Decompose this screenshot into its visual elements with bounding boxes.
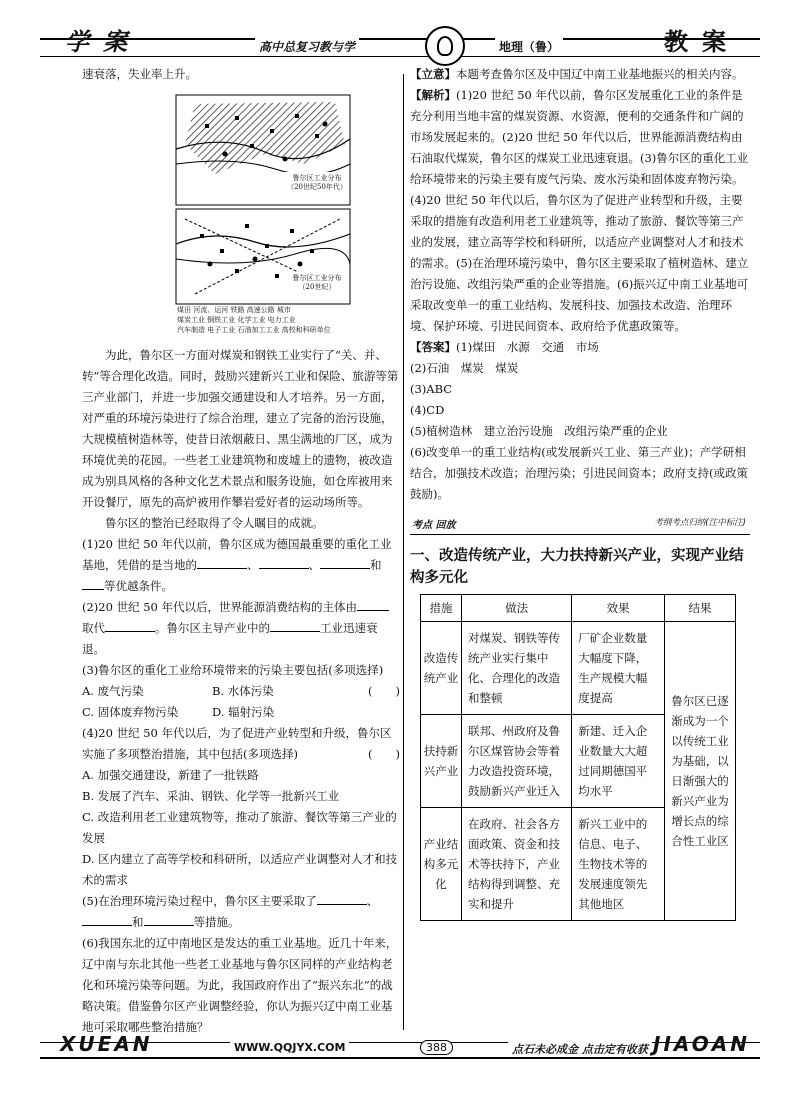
- left-paragraph-1: 为此，鲁尔区一方面对煤炭和钢铁工业实行了“关、并、转”等合理化改造。同时，鼓励兴建新兴工业和保险、旅游等第三产业部门，并进一步加强交通建设和人才培养。另一方面，对严重的环境污染进行了综合治理，建立了完备的治污设施，大规模植树造林等，使昔日浓烟蔽日、黑尘满地的厂区，成为环境优美的花园。一些老工业建筑物和废墟上的遗物，被改造成为别具风格的各种文化艺术景点和服务设施，如仓库被用来开设餐厅，原先的高炉被用作攀岩爱好者的运动场所等。: [82, 348, 399, 509]
- q4-option-a[interactable]: A. 加强交通建设，新建了一批铁路: [82, 768, 259, 782]
- table-header: 结果: [665, 595, 736, 622]
- q1-blank-2[interactable]: [259, 556, 309, 569]
- liyi-text: 本题考查鲁尔区及中国辽中南工业基地振兴的相关内容。: [456, 67, 744, 81]
- question-4: [82, 723, 400, 765]
- footer-right-title: JIAOAN: [653, 1032, 750, 1056]
- table-cell: 产业结构多元化: [421, 808, 462, 921]
- answer-1: (1)煤田 水源 交通 市场: [456, 340, 599, 354]
- table-cell: 新建、迁入企业数量大大超过同期德国平均水平: [572, 715, 665, 808]
- left-top-text: 速衰落，失业率上升。: [82, 67, 197, 81]
- answer-2: (2)石油 煤炭 煤炭: [410, 361, 519, 375]
- q5-and: 和: [132, 915, 144, 929]
- q2-text-d: 工业迅速衰退。: [82, 621, 378, 656]
- table-header: 措施: [421, 595, 462, 622]
- q5-end: 等措施。: [193, 915, 240, 929]
- header-logo-icon: [425, 26, 465, 66]
- q3-options-row-1: [82, 681, 368, 702]
- map-legend-line-3: 汽车制造 电子工业 石油加工工业 高校和科研单位: [177, 326, 331, 334]
- q3-option-c[interactable]: C. 固体废弃物污染: [82, 705, 179, 719]
- table-cell: 对煤炭、钢铁等传统产业实行集中化、合理化的改造和整顿: [462, 622, 572, 715]
- q2-blank-2[interactable]: [105, 619, 155, 632]
- q5-blank-2[interactable]: [82, 913, 132, 926]
- q2-blank-1[interactable]: [357, 598, 389, 611]
- liyi-tag: 【立意】: [410, 67, 456, 81]
- liyi-block: [410, 64, 750, 85]
- q5-sep: 、: [366, 894, 379, 908]
- answer-5: (5)植树造林 建立治污设施 改组污染严重的企业: [410, 424, 668, 438]
- q4-answer-paren[interactable]: ( ): [368, 747, 400, 761]
- question-5: [82, 891, 400, 933]
- table-cell: 厂矿企业数量大幅度下降，生产规模大幅度提高: [572, 622, 665, 715]
- question-2-text: (2)20 世纪 50 年代以后，世界能源消费结构的主体由: [82, 600, 358, 614]
- table-result-cell: 鲁尔区已逐渐成为一个以传统工业为基础，以日渐强大的新兴产业为增长点的综合性工业区: [665, 622, 736, 921]
- table-cell: 在政府、社会各方面政策、资金和技术等扶持下，产业结构得到调整、充实和提升: [462, 808, 572, 921]
- map-caption-bottom: 鲁尔区工业分布（20世纪）: [292, 274, 342, 291]
- q1-sep-2: 、: [308, 558, 320, 572]
- map-legend-line-1: 煤田 河流、运河 铁路 高速公路 城市: [177, 306, 291, 314]
- q1-sep-1: 、: [247, 558, 259, 572]
- section-heading: 一、改造传统产业，大力扶持新兴产业，实现产业结构多元化: [410, 548, 744, 586]
- q5-blank-1[interactable]: [317, 892, 367, 905]
- q3-answer-paren[interactable]: ( ): [368, 684, 400, 698]
- daan-tag: 【答案】: [410, 340, 456, 354]
- left-paragraph-2: 鲁尔区的整治已经取得了令人瞩目的成就。: [105, 516, 324, 530]
- footer-url-link[interactable]: WWW.QQJYX.COM: [230, 1041, 349, 1054]
- table-header: 效果: [572, 595, 665, 622]
- kaodian-note: 考纲考点归纳(注中标注): [654, 518, 746, 528]
- table-header-row: [421, 595, 736, 622]
- q4-option-d[interactable]: D. 区内建立了高等学校和科研所，以适应产业调整对人才和技术的需求: [82, 852, 398, 887]
- header-right-title: 教案: [664, 28, 740, 56]
- question-3-text: (3)鲁尔区的重化工业给环境带来的污染主要包括(多项选择): [82, 663, 384, 677]
- jiexi-block: [410, 85, 750, 337]
- table-header: 做法: [462, 595, 572, 622]
- table-cell: 联邦、州政府及鲁尔区煤管协会等着力改造投资环境，鼓励新兴产业迁入: [462, 715, 572, 808]
- answer-4: (4)CD: [410, 403, 445, 417]
- kaodian-label: 考点 回放: [412, 520, 456, 531]
- q3-option-d[interactable]: D. 辐射污染: [212, 705, 275, 719]
- map-caption-top: 鲁尔区工业分布（20世纪50年代）: [287, 174, 347, 191]
- q1-and: 和: [370, 558, 382, 572]
- q1-blank-3[interactable]: [320, 556, 370, 569]
- question-1-text: (1)20 世纪 50 年代以前，鲁尔区成为德国最重要的重化工业基地，凭借的是当地的: [82, 537, 392, 572]
- page-header: [40, 20, 760, 70]
- q3-option-b[interactable]: B. 水体污染: [212, 684, 274, 698]
- question-6: (6)我国东北的辽中南地区是发达的重工业基地。近几十年来，辽中南与东北其他一些老工业基地与鲁尔区同样的产业结构老化和环境污染等问题。为此，我国政府作出了“振兴东北”的战略决策。借鉴鲁尔区产业调整经验，你认为振兴辽中南工业基地可采取哪些整治措施？: [82, 936, 398, 1034]
- column-divider: [403, 74, 404, 1030]
- left-intro: [82, 64, 400, 85]
- daan-block: [410, 337, 750, 358]
- ruhr-map-svg: [175, 94, 351, 339]
- jiexi-text: (1)20 世纪 50 年代以前，鲁尔区发展重化工业的条件是充分利用当地丰富的煤炭资源、水资源，便利的交通条件和广阔的市场发展起来的。(2)20 世纪 50 年代以后，世界能源消费结构由石油取代煤炭，鲁尔区的煤炭工业迅速衰退。(3)鲁尔区的重化工业给环境带来的污染主要有废气污染、废水污染和固体废弃物污染。(4)20 世纪 50 年代以后，鲁尔区为了促进产业转型和升级，主要采取的措施有改造利用老工业建筑等，推动了旅游、餐饮等第三产业的发展，建立高等学校和科研所，以适应产业调整对人才和技术的需求。(5)在治理环境污染中，鲁尔区主要采取了植树造林、建立治污设施、改组污染严重的企业等措施。(6)振兴辽中南工业基地可采取改变单一的重工业结构、发展科技、加强技术改造、治理环境、保护环境、引进民间资本、政府给予优惠政策等。: [410, 88, 749, 333]
- answer-6: (6)改变单一的重工业结构(或发展新兴工业、第三产业)；产学研相结合，加强技术改造；治理污染；引进民间资本；政府支持(或政策鼓励)。: [410, 445, 748, 501]
- jiexi-tag: 【解析】: [410, 88, 456, 102]
- kaodian-bar: [410, 520, 750, 535]
- q3-options-row-2: [82, 702, 400, 723]
- q4-option-c[interactable]: C. 改造利用老工业建筑物等，推动了旅游、餐饮等第三产业的发展: [82, 810, 397, 845]
- footer-left-title: XUEAN: [60, 1032, 153, 1056]
- page-number: 388: [420, 1040, 453, 1055]
- page-footer: [40, 1028, 760, 1068]
- table-cell: 改造传统产业: [421, 622, 462, 715]
- q1-blank-1[interactable]: [197, 556, 247, 569]
- table-cell: 扶持新兴产业: [421, 715, 462, 808]
- q2-blank-3[interactable]: [270, 619, 320, 632]
- header-subject: 地理（鲁）: [495, 38, 563, 55]
- q1-blank-4[interactable]: [82, 577, 104, 590]
- left-body: [82, 345, 400, 1038]
- q3-option-a[interactable]: A. 废气污染: [82, 684, 144, 698]
- q2-text-c: 。鲁尔区主导产业中的: [155, 621, 270, 635]
- q4-option-b[interactable]: B. 发展了汽车、采油、钢铁、化学等一批新兴工业: [82, 789, 340, 803]
- map-legend-line-2: 煤炭工业 钢铁工业 化学工业 电力工业: [177, 316, 296, 324]
- q1-end: 等优越条件。: [104, 579, 173, 593]
- table-row: [421, 622, 736, 715]
- question-1: [82, 534, 400, 597]
- q2-text-b: 取代: [82, 621, 105, 635]
- question-2: [82, 597, 400, 660]
- footer-slogan: 点石未必成金 点击定有收获: [508, 1041, 652, 1057]
- q5-blank-3[interactable]: [144, 913, 194, 926]
- answer-3: (3)ABC: [410, 382, 453, 396]
- measures-table: [420, 594, 736, 921]
- header-series-title: 高中总复习教与学: [255, 38, 359, 55]
- question-4-text: (4)20 世纪 50 年代以后，为了促进产业转型和升级，鲁尔区实施了多项整治措施，其中包括(多项选择): [82, 726, 392, 761]
- question-5-text: (5)在治理环境污染过程中，鲁尔区主要采取了: [82, 894, 317, 908]
- header-band: [40, 38, 760, 57]
- ruhr-map-figure: [175, 94, 351, 339]
- header-left-title: 学案: [65, 28, 141, 56]
- table-cell: 新兴工业中的信息、电子、生物技术等的发展速度领先其他地区: [572, 808, 665, 921]
- right-body: [410, 64, 750, 505]
